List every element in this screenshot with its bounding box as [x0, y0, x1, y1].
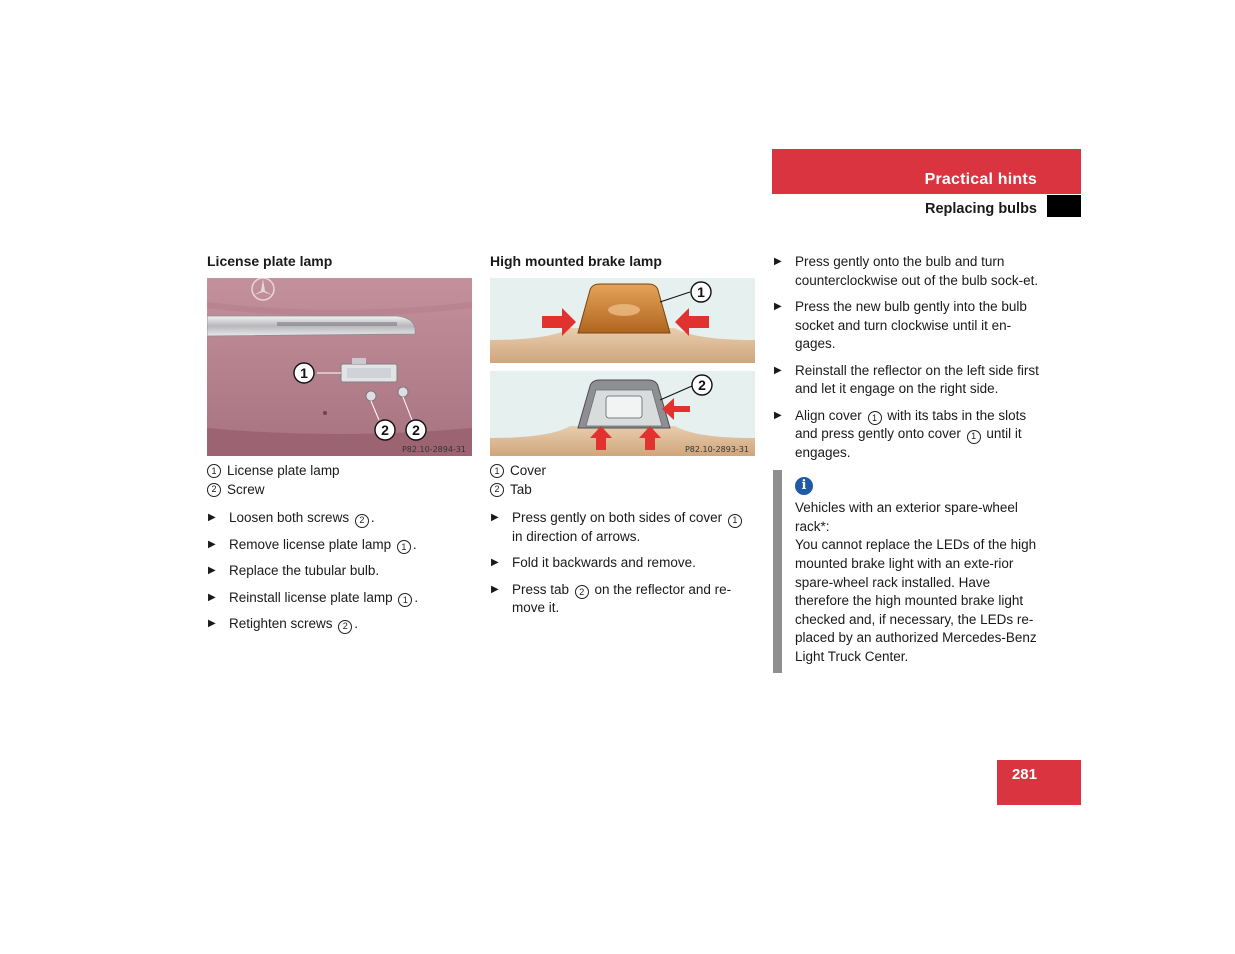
reference-number: 1: [728, 514, 742, 528]
callout-label: 2: [698, 377, 706, 393]
reference-number: 1: [967, 430, 981, 444]
brake-lamp-illustration: [490, 278, 755, 456]
reference-number: 2: [338, 620, 352, 634]
step-text: Remove license plate lamp: [229, 536, 395, 552]
bulb-steps: [773, 253, 1041, 462]
triangle-bullet-icon: ▶: [491, 557, 499, 568]
right-column: [773, 253, 1041, 667]
step-item: [773, 362, 1041, 399]
step-item: [773, 298, 1041, 354]
step-text-end: .: [354, 616, 359, 631]
brake-lamp-heading: High mounted brake lamp: [490, 253, 662, 269]
step-item: [490, 554, 755, 573]
info-note: [773, 476, 1041, 667]
step-text: Reinstall license plate lamp: [229, 589, 397, 605]
reference-number: 1: [868, 411, 882, 425]
info-icon: i: [795, 477, 813, 495]
triangle-bullet-icon: ▶: [774, 409, 782, 421]
reference-number: 1: [398, 593, 412, 607]
step-text-mid: with its tabs in the slots and press gently onto cover: [795, 407, 1027, 441]
triangle-bullet-icon: ▶: [208, 565, 216, 576]
legend-item: [207, 462, 472, 481]
step-item: [207, 615, 472, 634]
step-text-end: on the reflector and re-move it.: [512, 581, 732, 615]
step-text: Retighten screws: [229, 616, 337, 631]
step-text: Reinstall the reflector on the left side first and let it engage on the right side.: [795, 362, 1039, 396]
step-item: [207, 536, 472, 555]
step-text-end: .: [370, 510, 375, 525]
brake-lamp-steps: [490, 509, 755, 618]
license-plate-heading: License plate lamp: [207, 253, 333, 269]
legend-item: [490, 462, 755, 481]
step-text: Replace the tubular bulb.: [229, 563, 380, 578]
license-plate-legend: [207, 462, 472, 499]
step-text-end: .: [414, 589, 419, 605]
figure-code: P82.10-2893-31: [684, 445, 749, 454]
legend-text: Screw: [227, 481, 265, 497]
section-title: Practical hints: [924, 171, 1037, 188]
step-text-end: in direction of arrows.: [512, 528, 641, 544]
subsection-title: Replacing bulbs: [925, 201, 1037, 217]
step-text: Align cover: [795, 407, 866, 423]
section-tab-marker: [1047, 195, 1081, 217]
step-text-end: .: [412, 536, 417, 552]
step-text: Press tab: [512, 581, 573, 597]
note-text: Vehicles with an exterior spare-wheel rack*: You cannot replace the LEDs of the high mounted brake light with an exte-rior spare-wheel rack installed. Have therefore the high mounted brake light checked and, if necessary, the LEDs re-placed by an authorized Mercedes-Benz Light Truck Center.: [795, 500, 1037, 665]
step-item: [773, 407, 1041, 463]
legend-number: 2: [207, 483, 221, 497]
reference-number: 2: [355, 514, 369, 528]
triangle-bullet-icon: ▶: [774, 301, 782, 312]
callout-label: 1: [697, 284, 705, 300]
legend-number: 1: [490, 464, 504, 478]
step-item: [207, 562, 472, 581]
subsection-header: [772, 194, 1081, 218]
legend-text: Tab: [510, 481, 532, 497]
triangle-bullet-icon: ▶: [491, 583, 499, 595]
license-plate-steps: [207, 509, 472, 634]
triangle-bullet-icon: ▶: [208, 512, 216, 523]
step-text-end: until it engages.: [795, 426, 1022, 460]
triangle-bullet-icon: ▶: [491, 512, 499, 523]
page-number: 281: [1011, 766, 1037, 783]
legend-number: 1: [207, 464, 221, 478]
legend-item: [207, 481, 472, 500]
figure-code: P82.10-2894-31: [401, 445, 466, 454]
step-text: Press the new bulb gently into the bulb socket and turn clockwise until it en-gages.: [795, 299, 1027, 351]
callout-label: 2: [381, 422, 389, 438]
triangle-bullet-icon: ▶: [774, 364, 782, 376]
triangle-bullet-icon: ▶: [208, 591, 216, 603]
reference-number: 2: [575, 585, 589, 599]
brake-lamp-figure: [490, 278, 755, 456]
triangle-bullet-icon: ▶: [208, 538, 216, 550]
step-text: Press gently onto the bulb and turn counterclockwise out of the bulb sock-et.: [795, 254, 1039, 288]
callout-label: 1: [300, 365, 308, 381]
brake-lamp-legend: [490, 462, 755, 499]
callout-label: 2: [412, 422, 420, 438]
page-number-box: [997, 760, 1081, 805]
step-text: Loosen both screws: [229, 510, 353, 525]
step-item: [773, 253, 1041, 290]
step-text: Fold it backwards and remove.: [512, 555, 696, 570]
step-item: [207, 509, 472, 528]
header-bar: [772, 149, 1081, 194]
legend-text: Cover: [510, 463, 547, 478]
step-item: [490, 581, 755, 618]
legend-item: [490, 481, 755, 500]
license-plate-column: [207, 253, 472, 642]
step-text: Press gently on both sides of cover: [512, 510, 726, 525]
legend-number: 2: [490, 483, 504, 497]
step-item: [490, 509, 755, 546]
legend-text: License plate lamp: [227, 463, 340, 478]
triangle-bullet-icon: ▶: [774, 256, 782, 267]
reference-number: 1: [397, 540, 411, 554]
step-item: [207, 589, 472, 608]
license-plate-illustration: [207, 278, 472, 456]
brake-lamp-column: [490, 253, 755, 626]
note-side-bar: [773, 470, 782, 673]
triangle-bullet-icon: ▶: [208, 618, 216, 629]
license-plate-figure: [207, 278, 472, 456]
